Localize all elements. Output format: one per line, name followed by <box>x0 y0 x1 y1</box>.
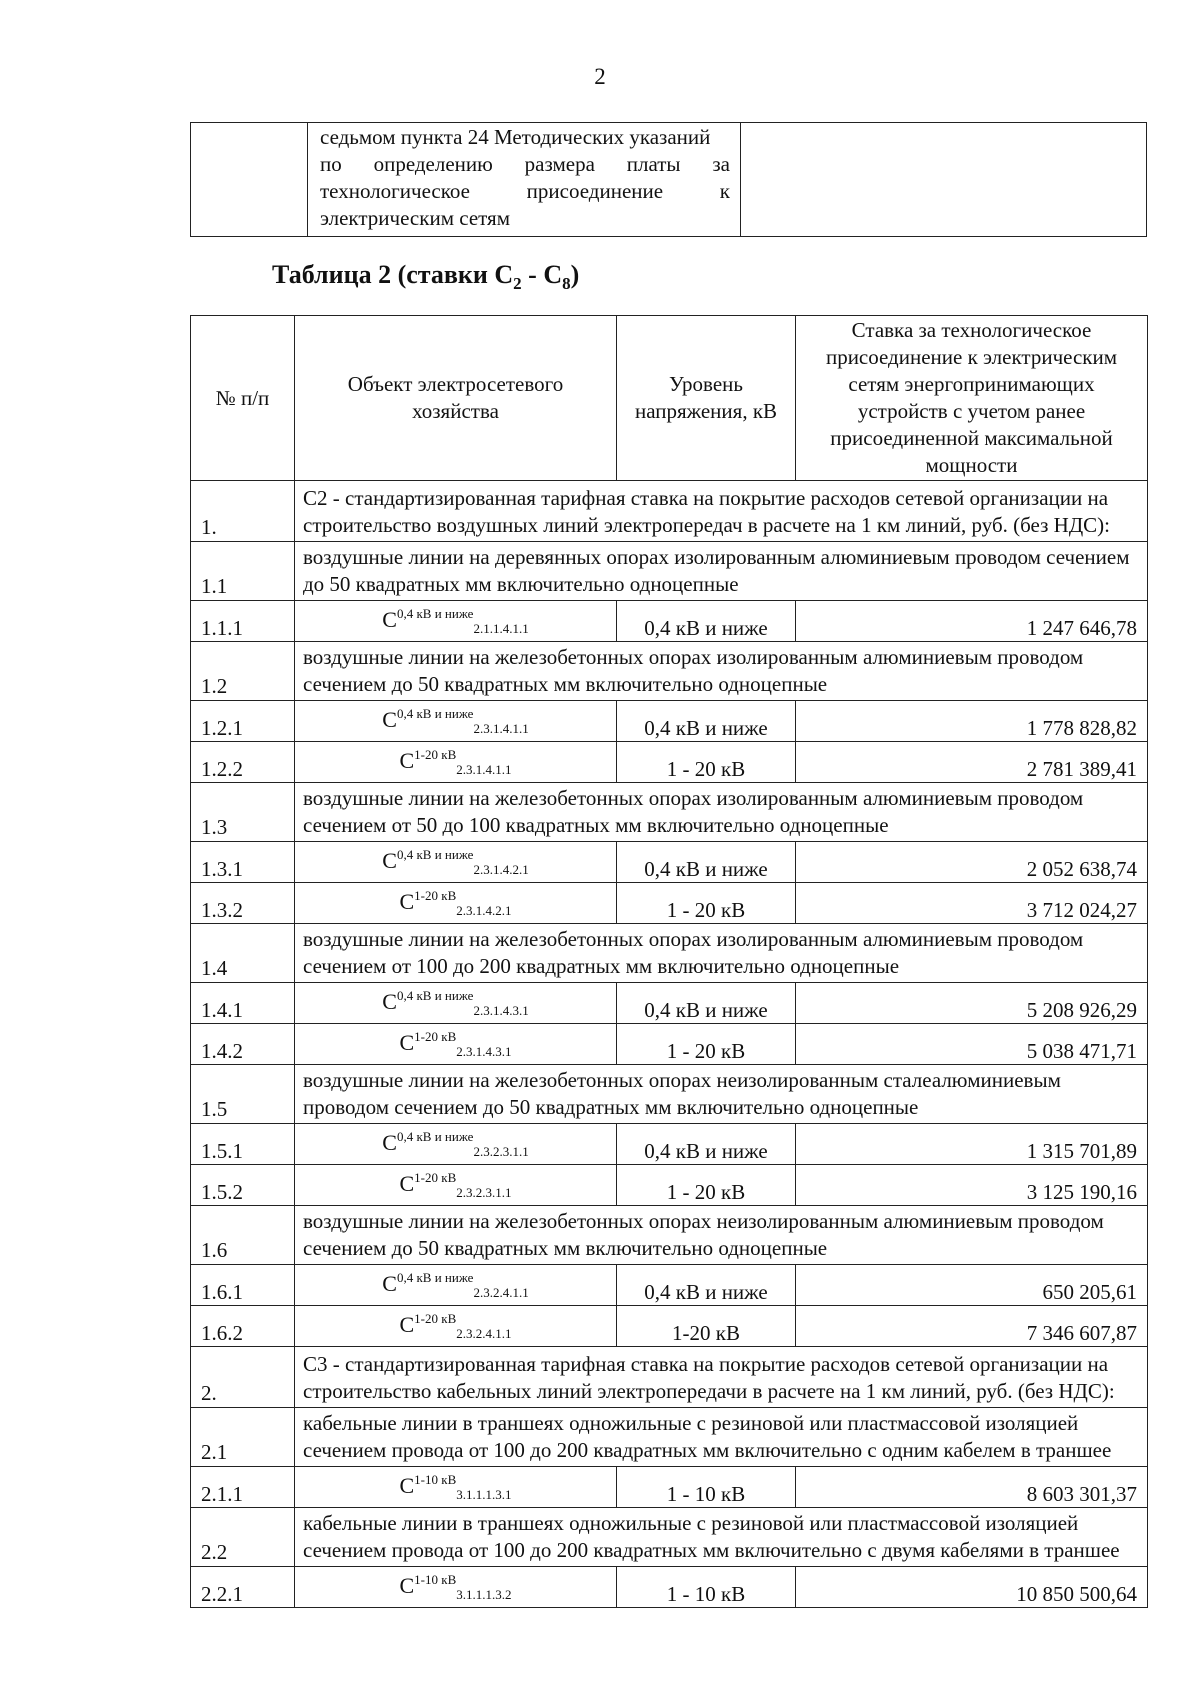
table-title-close: ) <box>570 260 580 289</box>
voltage-level: 1 - 10 кВ <box>617 1467 796 1508</box>
rate-row <box>191 983 1148 1024</box>
row-number: 1.5 <box>191 1065 295 1124</box>
rate-code <box>295 1124 617 1165</box>
rate-row <box>191 883 1148 924</box>
continuation-row <box>191 123 1147 237</box>
rate-value: 2 052 638,74 <box>796 842 1148 883</box>
row-number: 1.2 <box>191 642 295 701</box>
rate-code-index: 2.3.2.3.1.1 <box>473 1144 529 1159</box>
row-description: воздушные линии на железобетонных опорах изолированным алюминиевым проводом сечением до 50 квадратных мм включительно одноцепные <box>295 642 1148 701</box>
continuation-table <box>190 122 1147 237</box>
rate-code <box>295 883 617 924</box>
rate-row <box>191 1306 1148 1347</box>
group-row <box>191 642 1148 701</box>
rate-code-index: 3.1.1.1.3.2 <box>456 1587 512 1602</box>
rate-code-voltage: 1-20 кВ <box>414 1029 457 1044</box>
row-number: 1.3 <box>191 783 295 842</box>
row-number: 1.4.1 <box>191 983 295 1024</box>
row-number: 1.6.2 <box>191 1306 295 1347</box>
rate-row <box>191 1265 1148 1306</box>
voltage-level: 0,4 кВ и ниже <box>617 842 796 883</box>
continuation-value-cell <box>741 123 1147 237</box>
rate-value: 5 038 471,71 <box>796 1024 1148 1065</box>
row-number: 2.2 <box>191 1508 295 1567</box>
rate-code-letter: C <box>399 748 415 773</box>
rate-row <box>191 701 1148 742</box>
row-number: 1.2.1 <box>191 701 295 742</box>
rate-code <box>295 842 617 883</box>
rate-code-index: 3.1.1.1.3.1 <box>456 1487 512 1502</box>
rate-code <box>295 601 617 642</box>
rate-value: 7 346 607,87 <box>796 1306 1148 1347</box>
rate-code <box>295 1306 617 1347</box>
rate-code-voltage: 1-20 кВ <box>414 1170 457 1185</box>
row-number: 1. <box>191 481 295 542</box>
continuation-line: седьмом пункта 24 Методических указаний <box>320 125 711 149</box>
continuation-text-cell <box>308 123 741 237</box>
voltage-level: 1 - 20 кВ <box>617 742 796 783</box>
group-row <box>191 1206 1148 1265</box>
rate-value: 650 205,61 <box>796 1265 1148 1306</box>
voltage-level: 0,4 кВ и ниже <box>617 1265 796 1306</box>
rate-code-index: 2.3.1.4.3.1 <box>473 1003 529 1018</box>
rate-code-index: 2.3.1.4.2.1 <box>456 903 512 918</box>
table-title-sub: 8 <box>562 274 571 294</box>
group-row <box>191 542 1148 601</box>
voltage-level: 1 - 20 кВ <box>617 883 796 924</box>
rate-code <box>295 1024 617 1065</box>
section-row <box>191 481 1148 542</box>
voltage-level: 1 - 20 кВ <box>617 1165 796 1206</box>
row-number: 1.2.2 <box>191 742 295 783</box>
row-description: воздушные линии на железобетонных опорах неизолированным сталеалюминиевым проводом сечением до 50 квадратных мм включительно одноцепные <box>295 1065 1148 1124</box>
rate-row <box>191 1567 1148 1608</box>
table-header-row <box>191 316 1148 481</box>
row-description: С3 - стандартизированная тарифная ставка на покрытие расходов сетевой организации на строительство кабельных линий электропередачи в расчете на 1 км линий, руб. (без НДС): <box>295 1347 1148 1408</box>
rate-code-index: 2.3.2.4.1.1 <box>473 1285 529 1300</box>
row-number: 1.3.2 <box>191 883 295 924</box>
group-row <box>191 924 1148 983</box>
row-description: С2 - стандартизированная тарифная ставка на покрытие расходов сетевой организации на строительство воздушных линий электропередач в расчете на 1 км линий, руб. (без НДС): <box>295 481 1148 542</box>
voltage-level: 1-20 кВ <box>617 1306 796 1347</box>
rate-code-letter: C <box>399 1473 415 1498</box>
row-number: 1.4 <box>191 924 295 983</box>
row-number: 1.6 <box>191 1206 295 1265</box>
rate-value: 8 603 301,37 <box>796 1467 1148 1508</box>
rate-code-index: 2.3.1.4.1.1 <box>473 721 529 736</box>
rate-code <box>295 701 617 742</box>
continuation-line: электрическим сетям <box>320 206 510 230</box>
row-description: воздушные линии на деревянных опорах изолированным алюминиевым проводом сечением до 50 квадратных мм включительно одноцепные <box>295 542 1148 601</box>
rate-code-index: 2.3.2.4.1.1 <box>456 1326 512 1341</box>
row-number: 1.5.1 <box>191 1124 295 1165</box>
rate-row <box>191 1467 1148 1508</box>
row-description: воздушные линии на железобетонных опорах изолированным алюминиевым проводом сечением от 50 до 100 квадратных мм включительно одноцепные <box>295 783 1148 842</box>
header-rate: Ставка за технологическое присоединение к электрическим сетям энергопринимающих устройств с учетом ранее присоединенной максимальной мощности <box>796 316 1148 481</box>
table-title-text: Таблица 2 (ставки C <box>272 260 514 289</box>
group-row <box>191 783 1148 842</box>
rate-code-voltage: 1-10 кВ <box>414 1572 457 1587</box>
rate-code-letter: C <box>382 848 397 873</box>
rate-row <box>191 742 1148 783</box>
section-row <box>191 1347 1148 1408</box>
rate-code-voltage: 0,4 кВ и ниже <box>396 988 474 1003</box>
row-number: 2.1 <box>191 1408 295 1467</box>
table-title <box>272 260 579 294</box>
rate-code <box>295 1265 617 1306</box>
rate-row <box>191 842 1148 883</box>
rate-code-index: 2.1.1.4.1.1 <box>473 621 529 636</box>
rate-row <box>191 601 1148 642</box>
row-number: 1.6.1 <box>191 1265 295 1306</box>
rate-code-voltage: 0,4 кВ и ниже <box>396 606 474 621</box>
rate-code-voltage: 1-20 кВ <box>414 1311 457 1326</box>
rate-code-index: 2.3.1.4.2.1 <box>473 862 529 877</box>
rate-code-voltage: 1-10 кВ <box>414 1472 457 1487</box>
row-number: 2.2.1 <box>191 1567 295 1608</box>
rate-value: 3 125 190,16 <box>796 1165 1148 1206</box>
rate-code-voltage: 1-20 кВ <box>414 747 457 762</box>
voltage-level: 0,4 кВ и ниже <box>617 983 796 1024</box>
rate-code-voltage: 0,4 кВ и ниже <box>396 1129 474 1144</box>
continuation-line: по определению размера платы за <box>320 152 730 176</box>
row-description: воздушные линии на железобетонных опорах изолированным алюминиевым проводом сечением от 100 до 200 квадратных мм включительно одноцепные <box>295 924 1148 983</box>
rates-table <box>190 315 1148 1608</box>
voltage-level: 0,4 кВ и ниже <box>617 601 796 642</box>
rate-code <box>295 742 617 783</box>
rate-code-index: 2.3.2.3.1.1 <box>456 1185 512 1200</box>
continuation-number-cell <box>191 123 308 237</box>
row-description: кабельные линии в траншеях одножильные с резиновой или пластмассовой изоляцией сечением провода от 100 до 200 квадратных мм включительно с двумя кабелями в траншее <box>295 1508 1148 1567</box>
rate-code-index: 2.3.1.4.1.1 <box>456 762 512 777</box>
header-number: № п/п <box>191 316 295 481</box>
table-title-dash: - C <box>521 260 563 289</box>
rate-value: 5 208 926,29 <box>796 983 1148 1024</box>
rate-code-voltage: 0,4 кВ и ниже <box>396 1270 474 1285</box>
rate-code-letter: C <box>399 889 415 914</box>
row-number: 1.1 <box>191 542 295 601</box>
rate-value: 1 778 828,82 <box>796 701 1148 742</box>
voltage-level: 0,4 кВ и ниже <box>617 1124 796 1165</box>
row-number: 2.1.1 <box>191 1467 295 1508</box>
rate-value: 2 781 389,41 <box>796 742 1148 783</box>
rate-value: 3 712 024,27 <box>796 883 1148 924</box>
rate-code-index: 2.3.1.4.3.1 <box>456 1044 512 1059</box>
rate-code-voltage: 1-20 кВ <box>414 888 457 903</box>
row-description: воздушные линии на железобетонных опорах неизолированным алюминиевым проводом сечением до 50 квадратных мм включительно одноцепные <box>295 1206 1148 1265</box>
rate-code-letter: C <box>399 1171 415 1196</box>
rate-code-letter: C <box>382 607 397 632</box>
rate-code <box>295 1165 617 1206</box>
row-number: 1.5.2 <box>191 1165 295 1206</box>
row-number: 2. <box>191 1347 295 1408</box>
group-row <box>191 1508 1148 1567</box>
table-body <box>191 481 1148 1608</box>
rate-code-letter: C <box>382 1130 397 1155</box>
row-number: 1.4.2 <box>191 1024 295 1065</box>
rate-code <box>295 983 617 1024</box>
row-description: кабельные линии в траншеях одножильные с резиновой или пластмассовой изоляцией сечением провода от 100 до 200 квадратных мм включительно с одним кабелем в траншее <box>295 1408 1148 1467</box>
header-object: Объект электросетевого хозяйства <box>295 316 617 481</box>
group-row <box>191 1065 1148 1124</box>
rate-code-letter: C <box>399 1030 415 1055</box>
rate-code-letter: C <box>382 1271 397 1296</box>
rate-value: 1 315 701,89 <box>796 1124 1148 1165</box>
rate-value: 10 850 500,64 <box>796 1567 1148 1608</box>
row-number: 1.1.1 <box>191 601 295 642</box>
table-title-sub: 2 <box>513 274 522 294</box>
row-number: 1.3.1 <box>191 842 295 883</box>
rate-row <box>191 1024 1148 1065</box>
rate-code-letter: C <box>399 1573 415 1598</box>
rate-code <box>295 1467 617 1508</box>
voltage-level: 1 - 10 кВ <box>617 1567 796 1608</box>
rate-code-voltage: 0,4 кВ и ниже <box>396 706 474 721</box>
group-row <box>191 1408 1148 1467</box>
rate-code <box>295 1567 617 1608</box>
rate-value: 1 247 646,78 <box>796 601 1148 642</box>
page-number: 2 <box>594 64 606 89</box>
rate-code-voltage: 0,4 кВ и ниже <box>396 847 474 862</box>
header-voltage: Уровень напряжения, кВ <box>617 316 796 481</box>
rate-code-letter: C <box>399 1312 415 1337</box>
rate-row <box>191 1165 1148 1206</box>
rate-row <box>191 1124 1148 1165</box>
continuation-line: технологическое присоединение к <box>320 179 730 203</box>
voltage-level: 1 - 20 кВ <box>617 1024 796 1065</box>
rate-code-letter: C <box>382 989 397 1014</box>
rate-code-letter: C <box>382 707 397 732</box>
voltage-level: 0,4 кВ и ниже <box>617 701 796 742</box>
